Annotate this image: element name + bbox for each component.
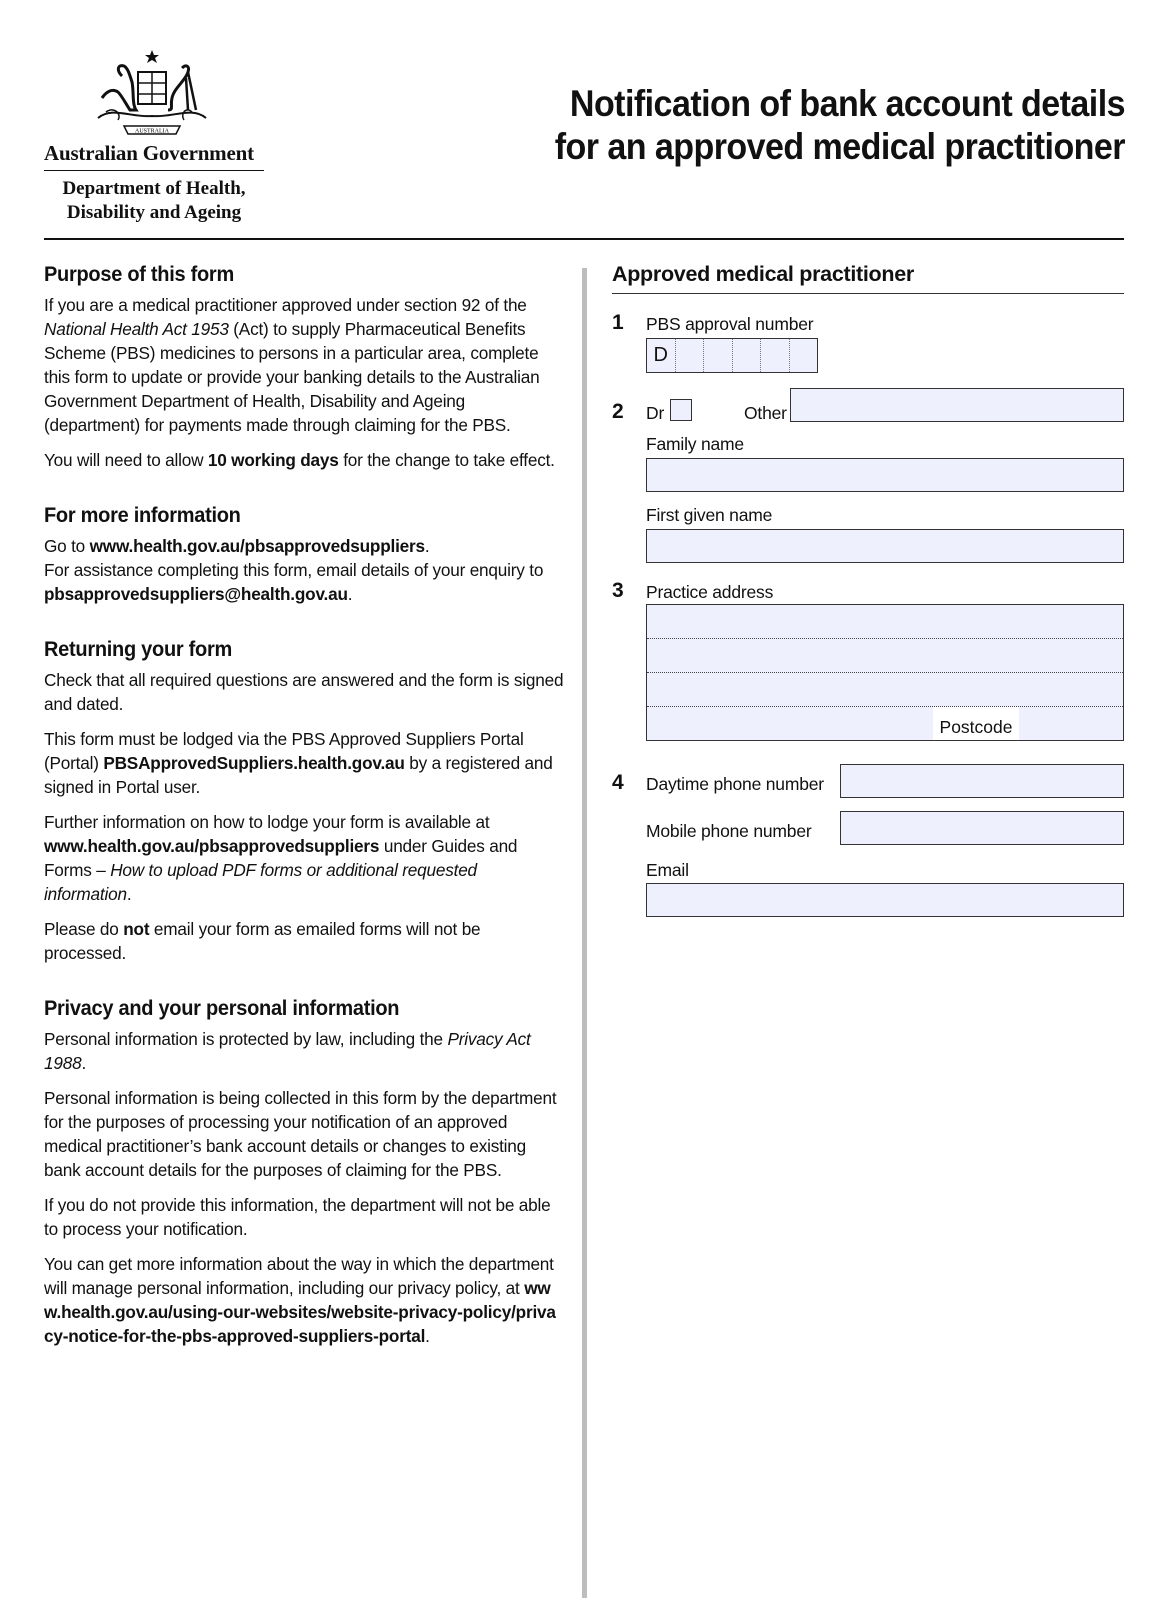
- purpose-paragraph: If you are a medical practitioner approved under section 92 of the National Health Act 1953 (Act) to supply Pharmaceutical Benefits Scheme (PBS) medicines to persons in a particular area, complete this form to update or provide your banking details to the Australian Government Department of Health, Disability and Ageing (department) for payments made through claiming for the PBS.: [44, 295, 540, 435]
- postcode-label: Postcode: [933, 707, 1019, 740]
- pbs-digit-cell[interactable]: [704, 339, 733, 372]
- question-2-number: 2: [612, 400, 624, 423]
- question-3-number: 3: [612, 579, 624, 602]
- pbs-prefix-cell: D: [647, 339, 676, 372]
- government-name: Australian Government: [44, 141, 254, 165]
- returning-heading: Returning your form: [44, 637, 232, 661]
- more-info-paragraph: Go to www.health.gov.au/pbsapprovedsuppliers. For assistance completing this form, email details of your enquiry to pbsapprovedsuppliers@health.gov.au.: [44, 536, 544, 604]
- mobile-phone-label: Mobile phone number: [646, 821, 812, 841]
- column-divider: [582, 268, 587, 1598]
- practice-address-field[interactable]: [646, 604, 1124, 741]
- pbs-digit-cell[interactable]: [676, 339, 705, 372]
- email-field[interactable]: [646, 883, 1124, 917]
- purpose-section: [44, 262, 564, 472]
- header-divider: [44, 238, 1124, 240]
- privacy-paragraph-1: Personal information is protected by law, including the Privacy Act 1988.: [44, 1029, 531, 1073]
- other-title-label: Other: [744, 403, 787, 423]
- pbs-suppliers-link[interactable]: www.health.gov.au/pbsapprovedsuppliers: [89, 536, 425, 556]
- pbs-approval-number-field[interactable]: [646, 338, 818, 373]
- daytime-phone-label: Daytime phone number: [646, 774, 824, 794]
- privacy-paragraph-3: If you do not provide this information, the department will not be able to process your notification.: [44, 1195, 551, 1239]
- privacy-section: [44, 996, 564, 1348]
- form-title-line2: for an approved medical practitioner: [554, 126, 1125, 167]
- privacy-heading: Privacy and your personal information: [44, 996, 400, 1020]
- email-label: Email: [646, 860, 689, 880]
- address-line-divider: [647, 672, 1123, 673]
- family-name-label: Family name: [646, 434, 744, 454]
- daytime-phone-field[interactable]: [840, 764, 1124, 798]
- form-title: [536, 82, 1125, 168]
- pbs-digit-cell[interactable]: [761, 339, 790, 372]
- department-name: Department of Health, Disability and Ageing: [62, 178, 246, 223]
- more-info-heading: For more information: [44, 503, 241, 527]
- section-heading: Approved medical practitioner: [612, 262, 914, 286]
- crest-motto: AUSTRALIA: [135, 128, 169, 135]
- returning-paragraph-3: Further information on how to lodge your form is available at www.health.gov.au/pbsapprovedsuppliers under Guides and Forms – How to upload PDF forms or additional requested information.: [44, 812, 518, 904]
- purpose-heading: Purpose of this form: [44, 262, 234, 286]
- section-divider: [612, 293, 1124, 294]
- mobile-phone-field[interactable]: [840, 811, 1124, 845]
- processing-time-paragraph: You will need to allow 10 working days for the change to take effect.: [44, 450, 555, 470]
- returning-paragraph-4: Please do not email your form as emailed forms will not be processed.: [44, 919, 481, 963]
- portal-link[interactable]: PBSApprovedSuppliers.health.gov.au: [103, 753, 405, 773]
- dr-label: Dr: [646, 403, 665, 423]
- address-line-divider: [647, 638, 1123, 639]
- privacy-policy-link[interactable]: www.health.gov.au/using-our-websites/website-privacy-policy/privacy-notice-for-the-pbs-approved-suppliers-portal: [44, 1278, 556, 1346]
- returning-section: [44, 637, 564, 965]
- family-name-field[interactable]: [646, 458, 1124, 492]
- question-4-number: 4: [612, 771, 624, 794]
- coat-of-arms-logo: [92, 48, 212, 140]
- government-divider: [44, 170, 264, 171]
- address-line-divider: [647, 706, 1123, 707]
- dr-checkbox[interactable]: [670, 399, 692, 421]
- privacy-paragraph-2: Personal information is being collected in this form by the department for the purposes of processing your notification of an approved medical practitioner’s bank account details or changes to existing bank account details for the purposes of claiming for the PBS.: [44, 1088, 557, 1180]
- first-given-name-field[interactable]: [646, 529, 1124, 563]
- pbs-approval-number-label: PBS approval number: [646, 314, 814, 334]
- support-email-link[interactable]: pbsapprovedsuppliers@health.gov.au: [44, 584, 348, 604]
- returning-paragraph-1: Check that all required questions are answered and the form is signed and dated.: [44, 670, 564, 714]
- question-1-number: 1: [612, 311, 624, 334]
- returning-paragraph-2: This form must be lodged via the PBS Approved Suppliers Portal (Portal) PBSApprovedSuppliers.health.gov.au by a registered and signed in Portal user.: [44, 729, 553, 797]
- pbs-digit-cell[interactable]: [790, 339, 818, 372]
- information-column: [44, 262, 564, 1379]
- first-given-name-label: First given name: [646, 505, 773, 525]
- other-title-field[interactable]: [790, 388, 1124, 422]
- more-info-section: [44, 503, 564, 606]
- form-title-line1: Notification of bank account details: [569, 83, 1125, 124]
- privacy-paragraph-4: You can get more information about the way in which the department will manage personal information, including our privacy policy, at www.health.gov.au/using-our-websites/website-privacy-policy/privacy-notice-for-the-pbs-approved-suppliers-portal.: [44, 1254, 556, 1346]
- pbs-digit-cell[interactable]: [733, 339, 762, 372]
- practice-address-label: Practice address: [646, 582, 774, 602]
- lodge-info-link[interactable]: www.health.gov.au/pbsapprovedsuppliers: [44, 836, 380, 856]
